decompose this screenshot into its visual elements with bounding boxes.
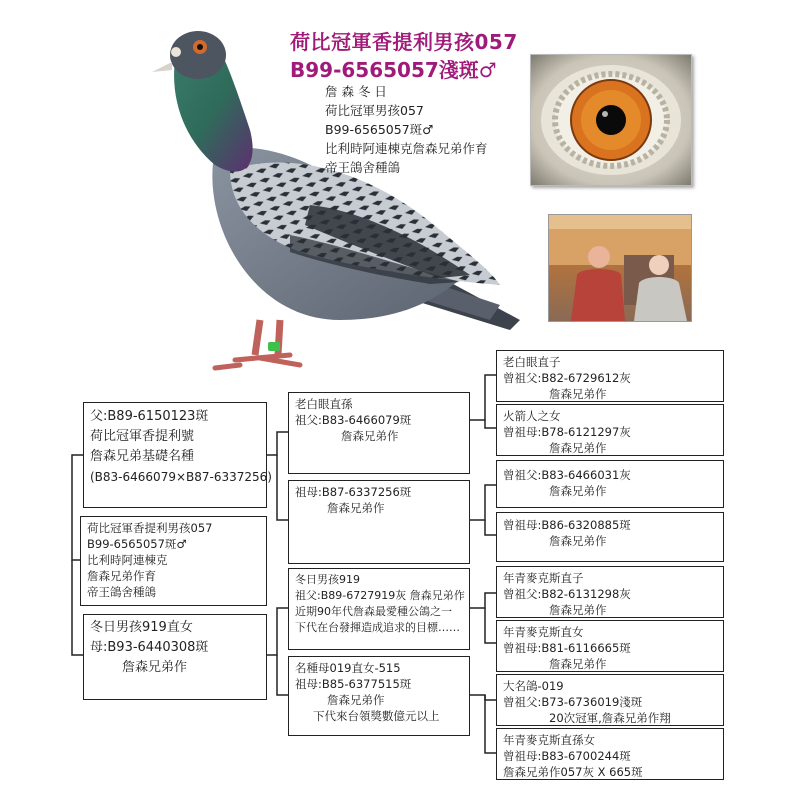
ggp-line: 曾祖父:B82-6131298灰: [503, 587, 631, 601]
gp-line: 近期90年代詹森最愛種公鴿之一: [295, 605, 452, 618]
ggp-line: 年青麥克斯直孫女: [503, 733, 595, 747]
gp-line: 詹森兄弟作: [327, 501, 385, 515]
mother-box: [83, 614, 267, 700]
ggp-line: 詹森兄弟作: [549, 603, 607, 617]
gp-line: 下代在台發揮造成追求的目標……: [295, 621, 460, 634]
grandfather-paternal-box: [288, 392, 470, 474]
grandmother-maternal-box: [288, 656, 470, 736]
father-parents: (B83-6466079×B87-6337256): [90, 470, 272, 484]
mother-breeder: 詹森兄弟作: [122, 660, 188, 675]
great-grandparent-box: [496, 350, 724, 402]
great-grandparent-box: [496, 728, 724, 780]
great-grandparent-box: [496, 674, 724, 726]
ggp-line: 火箭人之女: [503, 409, 561, 423]
subject-box: [80, 516, 267, 606]
ggp-line: 詹森兄弟作: [549, 387, 607, 401]
subject-line: 詹森兄弟作育: [87, 569, 156, 583]
ggp-line: 年青麥克斯直子: [503, 571, 584, 585]
ggp-line: 曾祖母:B81-6116665斑: [503, 641, 631, 655]
gp-line: 詹森兄弟作: [341, 429, 399, 443]
great-grandparent-box: [496, 512, 724, 562]
gp-line: 下代來台領獎數億元以上: [313, 709, 440, 723]
ggp-line: 詹森兄弟作057灰 X 665斑: [503, 765, 643, 779]
ggp-line: 詹森兄弟作: [549, 657, 607, 671]
ggp-line: 曾祖父:B83-6466031灰: [503, 468, 631, 482]
ggp-line: 詹森兄弟作: [549, 441, 607, 455]
great-grandparent-box: [496, 620, 724, 672]
gp-line: 祖母:B85-6377515斑: [295, 677, 412, 691]
gp-line: 名種母019直女-515: [295, 661, 401, 675]
mother-title: 冬日男孩919直女: [90, 620, 193, 635]
gp-line: 詹森兄弟作: [327, 693, 385, 707]
great-grandparent-box: [496, 460, 724, 508]
info-line: B99-6565057斑♂: [325, 122, 434, 137]
gp-line: 老白眼直孫: [295, 397, 353, 411]
ggp-line: 曾祖父:B73-6736019淺斑: [503, 695, 643, 709]
father-title: 荷比冠軍香提利號: [90, 429, 195, 444]
subject-line: 荷比冠軍香提利男孩057: [87, 521, 213, 535]
info-line: 詹 森 冬 日: [325, 84, 387, 99]
father-box: [83, 402, 272, 508]
grandmother-paternal-box: [288, 480, 470, 564]
info-line: 帝王鴿舍種鴿: [325, 160, 401, 175]
ggp-line: 老白眼直子: [503, 355, 561, 369]
ggp-line: 20次冠軍,詹森兄弟作翔: [549, 711, 671, 725]
ggp-line: 詹森兄弟作: [549, 534, 607, 548]
ggp-line: 詹森兄弟作: [549, 484, 607, 498]
ggp-line: 曾祖母:B86-6320885斑: [503, 518, 631, 532]
father-desc: 詹森兄弟基礎名種: [90, 449, 195, 464]
gp-line: 冬日男孩919: [295, 573, 360, 586]
subject-line: B99-6565057斑♂: [87, 537, 187, 551]
gp-line: 祖母:B87-6337256斑: [295, 485, 412, 499]
great-grandparent-box: [496, 404, 724, 456]
mother-ring: 母:B93-6440308斑: [90, 640, 209, 655]
ggp-line: 曾祖母:B78-6121297灰: [503, 425, 631, 439]
ggp-line: 年青麥克斯直女: [503, 625, 584, 639]
father-ring: 父:B89-6150123斑: [90, 409, 209, 424]
ggp-line: 曾祖父:B82-6729612灰: [503, 371, 631, 385]
gp-line: 祖父:B89-6727919灰 詹森兄弟作: [295, 589, 465, 602]
info-line: 比利時阿連棟克詹森兄弟作育: [325, 141, 488, 156]
page-subtitle-ring-number: B99-6565057淺斑♂: [290, 58, 497, 82]
gp-line: 祖父:B83-6466079斑: [295, 413, 412, 427]
great-grandparent-box: [496, 566, 724, 618]
grandfather-maternal-box: [288, 568, 470, 650]
info-line: 荷比冠軍男孩057: [325, 103, 424, 118]
page-title: 荷比冠軍香提利男孩057: [290, 30, 518, 54]
ggp-line: 曾祖母:B83-6700244斑: [503, 749, 631, 763]
ggp-line: 大名鴿-019: [503, 679, 564, 693]
subject-line: 比利時阿連棟克: [87, 553, 168, 567]
subject-line: 帝王鴿舍種鴿: [87, 585, 156, 599]
